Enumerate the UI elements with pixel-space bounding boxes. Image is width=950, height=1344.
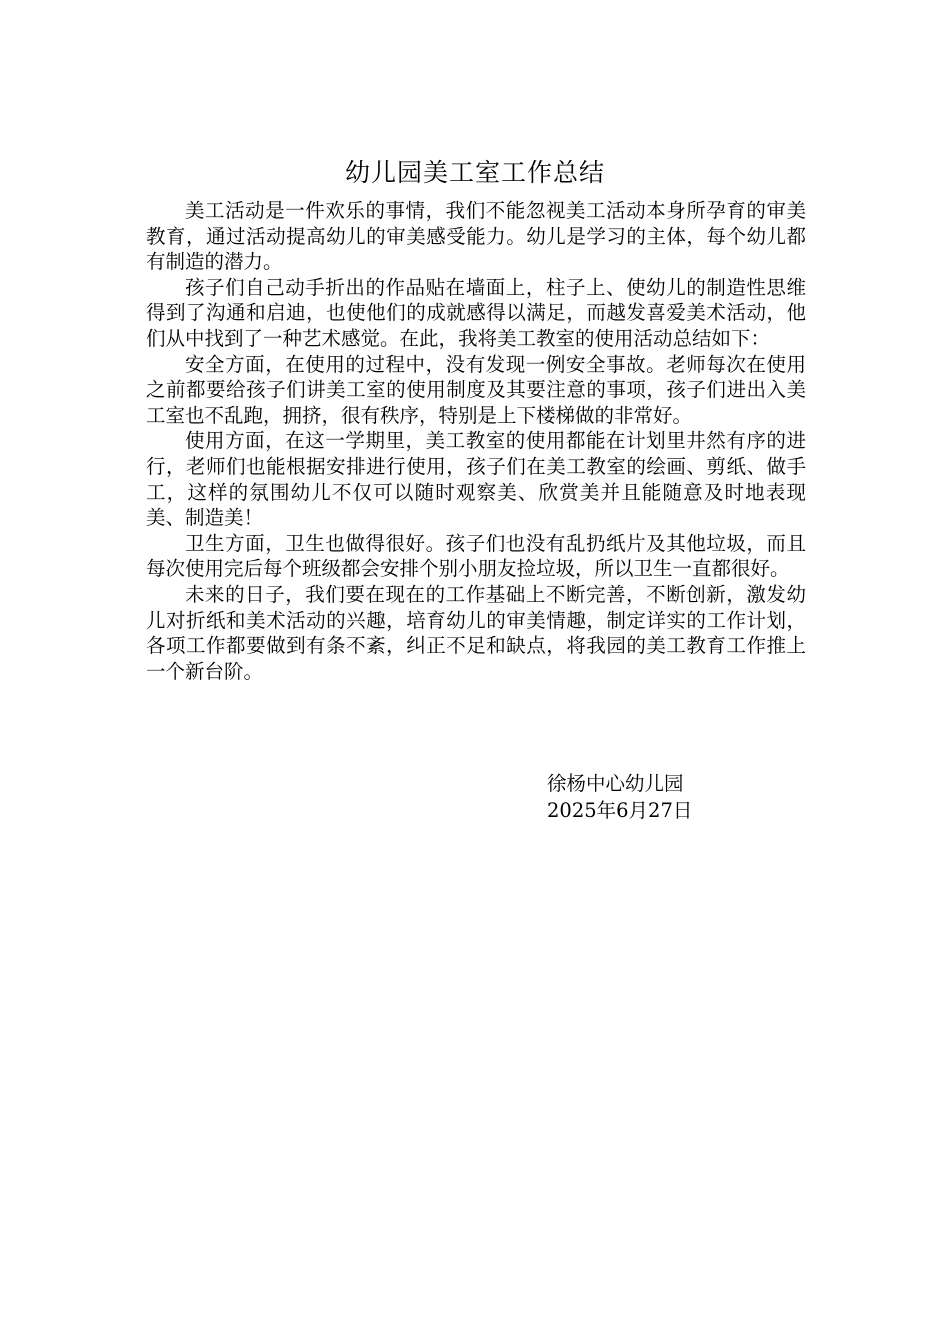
paragraph-safety: 安全方面，在使用的过程中，没有发现一例安全事故。老师每次在使用之前都要给孩子们讲美工室的使用制度及其要注意的事项，孩子们进出入美工室也不乱跑，拥挤，很有秩序，特别是上下楼梯做的非常好。 <box>146 352 806 427</box>
paragraph-hygiene: 卫生方面，卫生也做得很好。孩子们也没有乱扔纸片及其他垃圾，而且每次使用完后每个班级都会安排个别小朋友捡垃圾，所以卫生一直都很好。 <box>146 531 806 581</box>
paragraph-intro: 美工活动是一件欢乐的事情，我们不能忽视美工活动本身所孕育的审美教育，通过活动提高幼儿的审美感受能力。幼儿是学习的主体，每个幼儿都有制造的潜力。 <box>146 199 806 274</box>
paragraph-works: 孩子们自己动手折出的作品贴在墙面上，柱子上、使幼儿的制造性思维得到了沟通和启迪，也使他们的成就感得以满足，而越发喜爱美术活动，他们从中找到了一种艺术感觉。在此，我将美工教室的使用活动总结如下： <box>146 275 806 350</box>
signature-block <box>547 770 692 824</box>
signature-date: 2025年6月27日 <box>547 799 693 822</box>
document-body <box>146 198 806 684</box>
signature-organization: 徐杨中心幼儿园 <box>547 772 684 795</box>
paragraph-future: 未来的日子，我们要在现在的工作基础上不断完善，不断创新，激发幼儿对折纸和美术活动的兴趣，培育幼儿的审美情趣，制定详实的工作计划，各项工作都要做到有条不紊，纠正不足和缺点，将我园的美工教育工作推上一个新台阶。 <box>146 582 806 683</box>
document-title: 幼儿园美工室工作总结 <box>344 158 605 187</box>
paragraph-usage: 使用方面，在这一学期里，美工教室的使用都能在计划里井然有序的进行，老师们也能根据安排进行使用，孩子们在美工教室的绘画、剪纸、做手工，这样的氛围幼儿不仅可以随时观察美、欣赏美并且能随意及时地表现美、制造美！ <box>146 429 806 530</box>
